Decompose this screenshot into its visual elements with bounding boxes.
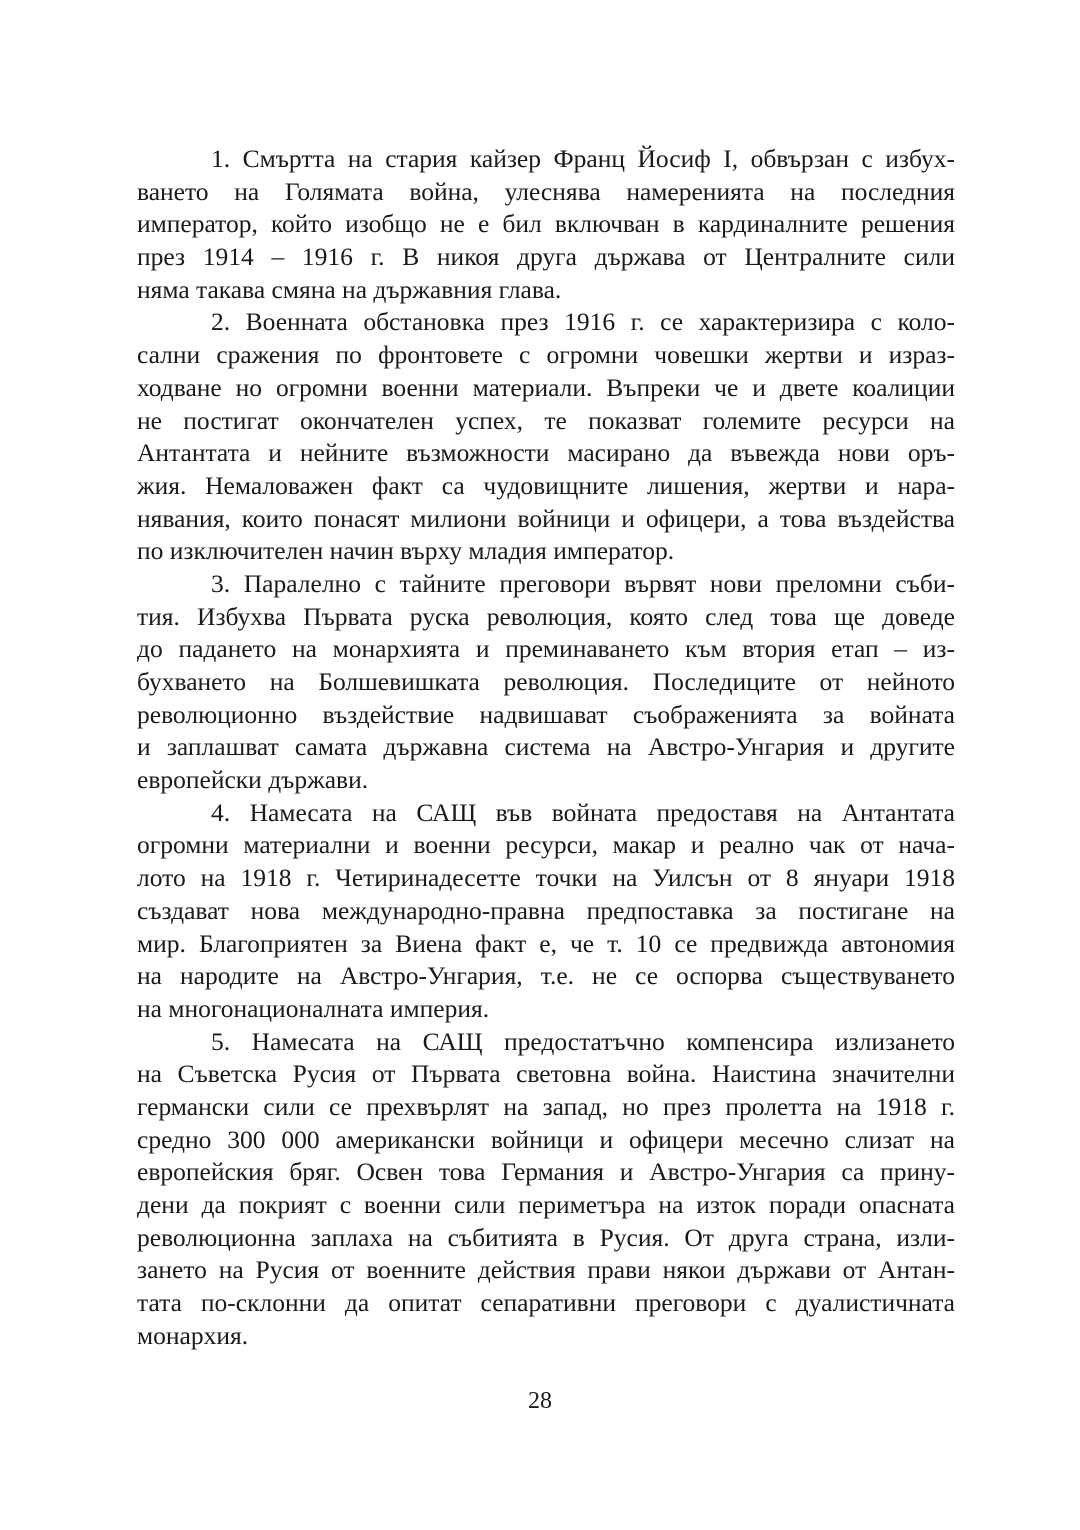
text-line: нявания, които понасят милиони войници и офицери, а това въздейства [137,503,955,533]
text-line: 2. Военната обстановка през 1916 г. се характеризира с коло- [211,307,955,337]
page-number: 28 [528,1388,552,1414]
text-line: 5. Намесата на САЩ предостатъчно компенсира излизането [211,1026,955,1056]
text-line: на Съветска Русия от Първата световна война. Наистина значителни [137,1059,955,1089]
paragraph-1 [137,143,955,306]
text-line: дени да покрият с военни сили периметъра на изток поради опасната [137,1190,955,1219]
paragraph-3 [137,568,955,797]
text-line: ването на Голямата война, улеснява намеренията на последния [137,176,955,206]
text-line: монархия. [137,1320,249,1350]
text-line: тия. Избухва Първата руска революция, която след това ще доведе [137,601,955,631]
text-line: революционно въздействие надвишават съображенията за войната [137,699,955,729]
text-line: император, който изобщо не е бил включван в кардиналните решения [137,209,955,239]
text-line: бухването на Болшевишката революция. Последиците от нейното [137,667,955,696]
text-line: европейски държави. [137,765,369,795]
text-line: 1. Смъртта на стария кайзер Франц Йосиф I, обвързан с избух- [211,144,955,173]
text-line: 4. Намесата на САЩ във войната предоставя на Антантата [211,797,955,827]
text-line: няма такава смяна на държавния глава. [137,274,562,304]
text-line: средно 300 000 американски войници и офицери месечно слизат на [137,1124,955,1154]
body-text [137,143,955,1352]
text-line: революционна заплаха на събитията в Русия. От друга страна, изли- [137,1222,955,1252]
text-line: сални сражения по фронтовете с огромни човешки жертви и израз- [137,340,955,370]
text-line: създават нова международно-правна предпоставка за постигане на [137,895,955,925]
text-line: ходване но огромни военни материали. Въпреки че и двете коалиции [137,372,955,402]
text-line: огромни материални и военни ресурси, макар и реално чак от нача- [137,830,955,860]
text-line: европейския бряг. Освен това Германия и Австро-Унгария са прину- [137,1157,955,1187]
text-line: по изключителен начин върху младия император. [137,536,675,566]
paragraph-5 [137,1026,955,1353]
text-line: до падането на монархията и преминаването към втория етап – из- [137,634,955,664]
text-line: тата по-склонни да опитат сепаративни преговори с дуалистичната [137,1288,955,1318]
text-line: зането на Русия от военните действия прави някои държави от Антан- [137,1255,955,1285]
text-line: на народите на Австро-Унгария, т.е. не се оспорва съществуването [137,961,955,991]
text-line: 3. Паралелно с тайните преговори вървят нови преломни съби- [211,568,955,598]
text-line: германски сили се прехвърлят на запад, но през пролетта на 1918 г. [137,1091,955,1121]
paragraph-2 [137,306,955,568]
text-line: мир. Благоприятен за Виена факт е, че т. 10 се предвижда автономия [137,928,955,958]
text-line: не постигат окончателен успех, те показват големите ресурси на [137,405,955,435]
text-line: жия. Немаловажен факт са чудовищните лишения, жертви и нара- [137,470,955,500]
text-line: лото на 1918 г. Четиринадесетте точки на Уилсън от 8 януари 1918 [137,863,955,893]
text-line: и заплашват самата държавна система на Австро-Унгария и другите [137,732,955,762]
text-line: през 1914 – 1916 г. В никоя друга държава от Централните сили [137,242,955,272]
text-line: Антантата и нейните възможности масирано да въвежда нови оръ- [137,438,955,468]
paragraph-4 [137,797,955,1026]
text-line: на многонационалната империя. [137,993,490,1023]
